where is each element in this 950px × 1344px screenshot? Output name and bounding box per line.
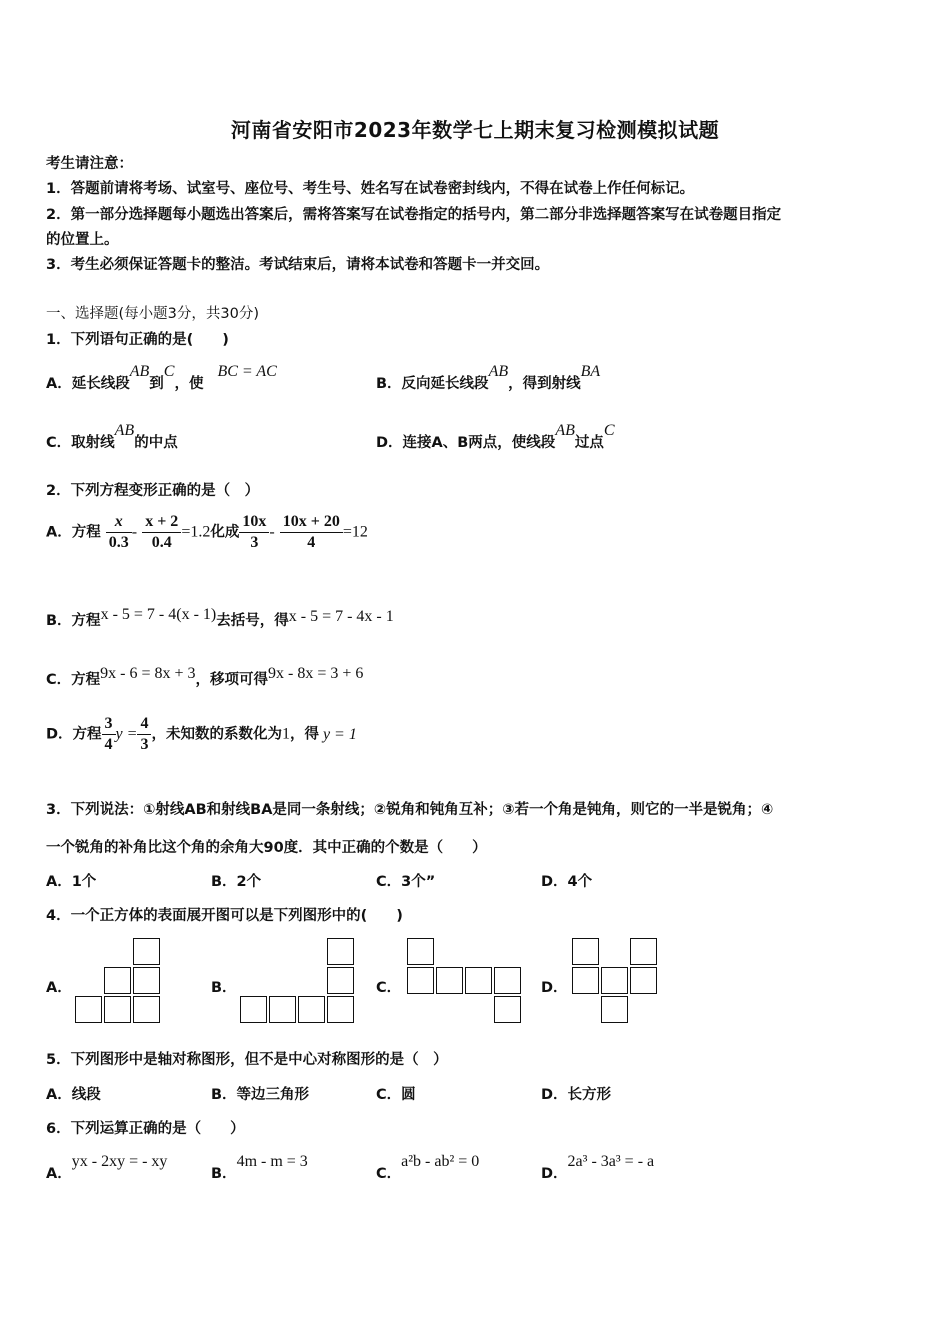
q1-b-label: B．反向延长线段	[376, 376, 489, 392]
q5-stem: 5．下列图形中是轴对称图形，但不是中心对称图形的是（ ）	[46, 1052, 448, 1068]
section-heading: 一、选择题(每小题3分，共30分)	[46, 306, 259, 322]
net-cell	[494, 996, 521, 1023]
notice-item-1: 1．答题前请将考场、试室号、座位号、考生号、姓名写在试卷密封线内，不得在试卷上作任何标记。	[46, 181, 695, 197]
net-cell	[104, 996, 131, 1023]
net-cell	[298, 996, 325, 1023]
q1-option-a	[46, 363, 277, 393]
q4-option-c-label: C．	[376, 980, 402, 996]
q1-option-c	[46, 422, 178, 452]
q6-b-math: 4m - m = 3	[236, 1153, 308, 1170]
q2-d-label: D．方程	[46, 726, 102, 743]
net-cell	[407, 967, 434, 994]
q1-option-b	[376, 363, 601, 393]
q6-a-label: A．	[46, 1166, 72, 1182]
q2-d-text3: ，得	[289, 726, 319, 743]
q2-a-frac1: $\frac{x}{0.3}$	[106, 512, 132, 553]
q5-option-c: C．圆	[376, 1087, 416, 1103]
q2-d-frac2: $\frac{4}{3}$	[137, 714, 151, 755]
net-cell	[572, 938, 599, 965]
q6-c-label: C．	[376, 1166, 402, 1182]
q2-a-frac2: $\frac{x + 2}{0.4}$	[142, 512, 181, 553]
q2-c-math1: 9x - 6 = 8x + 3	[100, 665, 196, 682]
net-cell	[601, 996, 628, 1023]
q5-option-b: B．等边三角形	[211, 1087, 310, 1103]
q6-d-label: D．	[541, 1166, 568, 1182]
net-cell	[601, 967, 628, 994]
q2-b-math1: x - 5 = 7 - 4(x - 1)	[100, 606, 217, 623]
q3-option-d: D．4个	[541, 874, 593, 890]
net-cell	[133, 996, 160, 1023]
q6-option-b	[211, 1153, 308, 1183]
q2-d-y: y =	[115, 725, 138, 743]
q2-c-text2: ，移项可得	[195, 672, 269, 688]
q2-option-a	[46, 512, 368, 553]
q6-option-c	[376, 1153, 480, 1183]
q6-a-math: yx - 2xy = - xy	[71, 1153, 168, 1170]
net-cell	[572, 967, 599, 994]
q1-c-math1: AB	[114, 422, 135, 439]
q5-option-a: A．线段	[46, 1087, 101, 1103]
q4-option-a-label: A．	[46, 980, 72, 996]
net-cell	[240, 996, 267, 1023]
q2-stem: 2．下列方程变形正确的是（ ）	[46, 483, 260, 499]
net-cell	[75, 996, 102, 1023]
q6-c-math: a²b - ab² = 0	[401, 1153, 480, 1170]
q1-d-math2: C	[603, 422, 615, 439]
q1-a-math2: C	[163, 363, 175, 380]
q6-d-math: 2a³ - 3a³ = - a	[567, 1153, 655, 1170]
q6-b-label: B．	[211, 1166, 237, 1182]
q2-b-text2: 去括号，得	[216, 613, 289, 629]
q2-c-label: C．方程	[46, 672, 101, 688]
q1-option-d	[376, 422, 615, 452]
q2-a-eq1: =1.2	[181, 523, 211, 541]
q1-a-math1: AB	[129, 363, 150, 380]
q3-line2: 一个锐角的补角比这个角的余角大90度．其中正确的个数是（ ）	[46, 840, 487, 856]
q2-b-math2: x - 5 = 7 - 4x - 1	[288, 608, 394, 625]
q6-option-a	[46, 1153, 168, 1183]
q1-b-math1: AB	[488, 363, 509, 380]
net-cell	[630, 938, 657, 965]
q2-a-minus2: -	[269, 523, 275, 541]
q2-d-math2: y = 1	[322, 725, 357, 743]
notice-item-2-cont: 的位置上。	[46, 232, 119, 248]
notice-item-2: 2．第一部分选择题每小题选出答案后，需将答案写在试卷指定的括号内，第二部分非选择题答案写在试卷题目指定	[46, 207, 782, 223]
q6-option-d	[541, 1153, 655, 1183]
q2-option-b	[46, 606, 394, 630]
net-cell	[327, 938, 354, 965]
q1-b-text2: ，得到射线	[508, 376, 581, 392]
q2-d-frac1: $\frac{3}{4}$	[102, 714, 116, 755]
q3-line1: 3．下列说法：①射线AB和射线BA是同一条射线；②锐角和钝角互补；③若一个角是钝角，则它的一半是锐角；④	[46, 802, 774, 818]
net-cell	[494, 967, 521, 994]
q2-a-mid: 化成	[210, 524, 240, 541]
q4-option-d-label: D．	[541, 980, 568, 996]
q2-c-math2: 9x - 8x = 3 + 6	[268, 665, 364, 682]
q1-a-text3: ，使	[174, 376, 204, 392]
q2-a-frac3: $\frac{10x}{3}$	[239, 512, 269, 553]
q1-a-text2: 到	[149, 376, 164, 392]
q1-stem: 1．下列语句正确的是( )	[46, 332, 229, 348]
q3-option-a: A．1个	[46, 874, 97, 890]
net-cell	[327, 996, 354, 1023]
q2-a-minus1: -	[131, 523, 138, 541]
q2-d-text2: ，未知数的系数化为	[151, 726, 282, 743]
notice-item-3: 3．考生必须保证答题卡的整洁。考试结束后，请将本试卷和答题卡一并交回。	[46, 257, 550, 273]
q1-b-math2: BA	[580, 363, 601, 380]
q2-a-eq2: =12	[342, 523, 368, 541]
q2-b-label: B．方程	[46, 613, 101, 629]
net-cell	[436, 967, 463, 994]
net-cell	[133, 938, 160, 965]
net-cell	[407, 938, 434, 965]
q5-option-d: D．长方形	[541, 1087, 612, 1103]
net-cell	[133, 967, 160, 994]
q1-a-label: A．延长线段	[46, 376, 130, 392]
q2-a-label: A．方程	[46, 524, 101, 541]
net-cell	[327, 967, 354, 994]
page-title: 河南省安阳市2023年数学七上期末复习检测模拟试题	[230, 118, 720, 142]
q6-stem: 6．下列运算正确的是（ ）	[46, 1121, 245, 1137]
q1-a-math3: BC = AC	[217, 363, 277, 380]
net-cell	[269, 996, 296, 1023]
q3-option-b: B．2个	[211, 874, 262, 890]
q1-c-text2: 的中点	[134, 435, 178, 451]
q4-stem: 4．一个正方体的表面展开图可以是下列图形中的( )	[46, 908, 403, 924]
q3-option-c: C．3个”	[376, 874, 436, 890]
net-cell	[630, 967, 657, 994]
q2-a-frac4: $\frac{10x + 20}{4}$	[280, 512, 343, 553]
q1-d-math1: AB	[555, 422, 575, 439]
q1-d-label: D．连接A、B两点，使线段	[376, 435, 556, 451]
net-cell	[104, 967, 131, 994]
q2-option-d	[46, 714, 357, 755]
q4-option-b-label: B．	[211, 980, 237, 996]
q1-c-label: C．取射线	[46, 435, 115, 451]
q2-d-one: 1	[281, 725, 290, 743]
net-cell	[465, 967, 492, 994]
notice-heading: 考生请注意：	[46, 156, 133, 172]
q2-option-c	[46, 665, 364, 689]
q1-d-text2: 过点	[574, 435, 604, 451]
